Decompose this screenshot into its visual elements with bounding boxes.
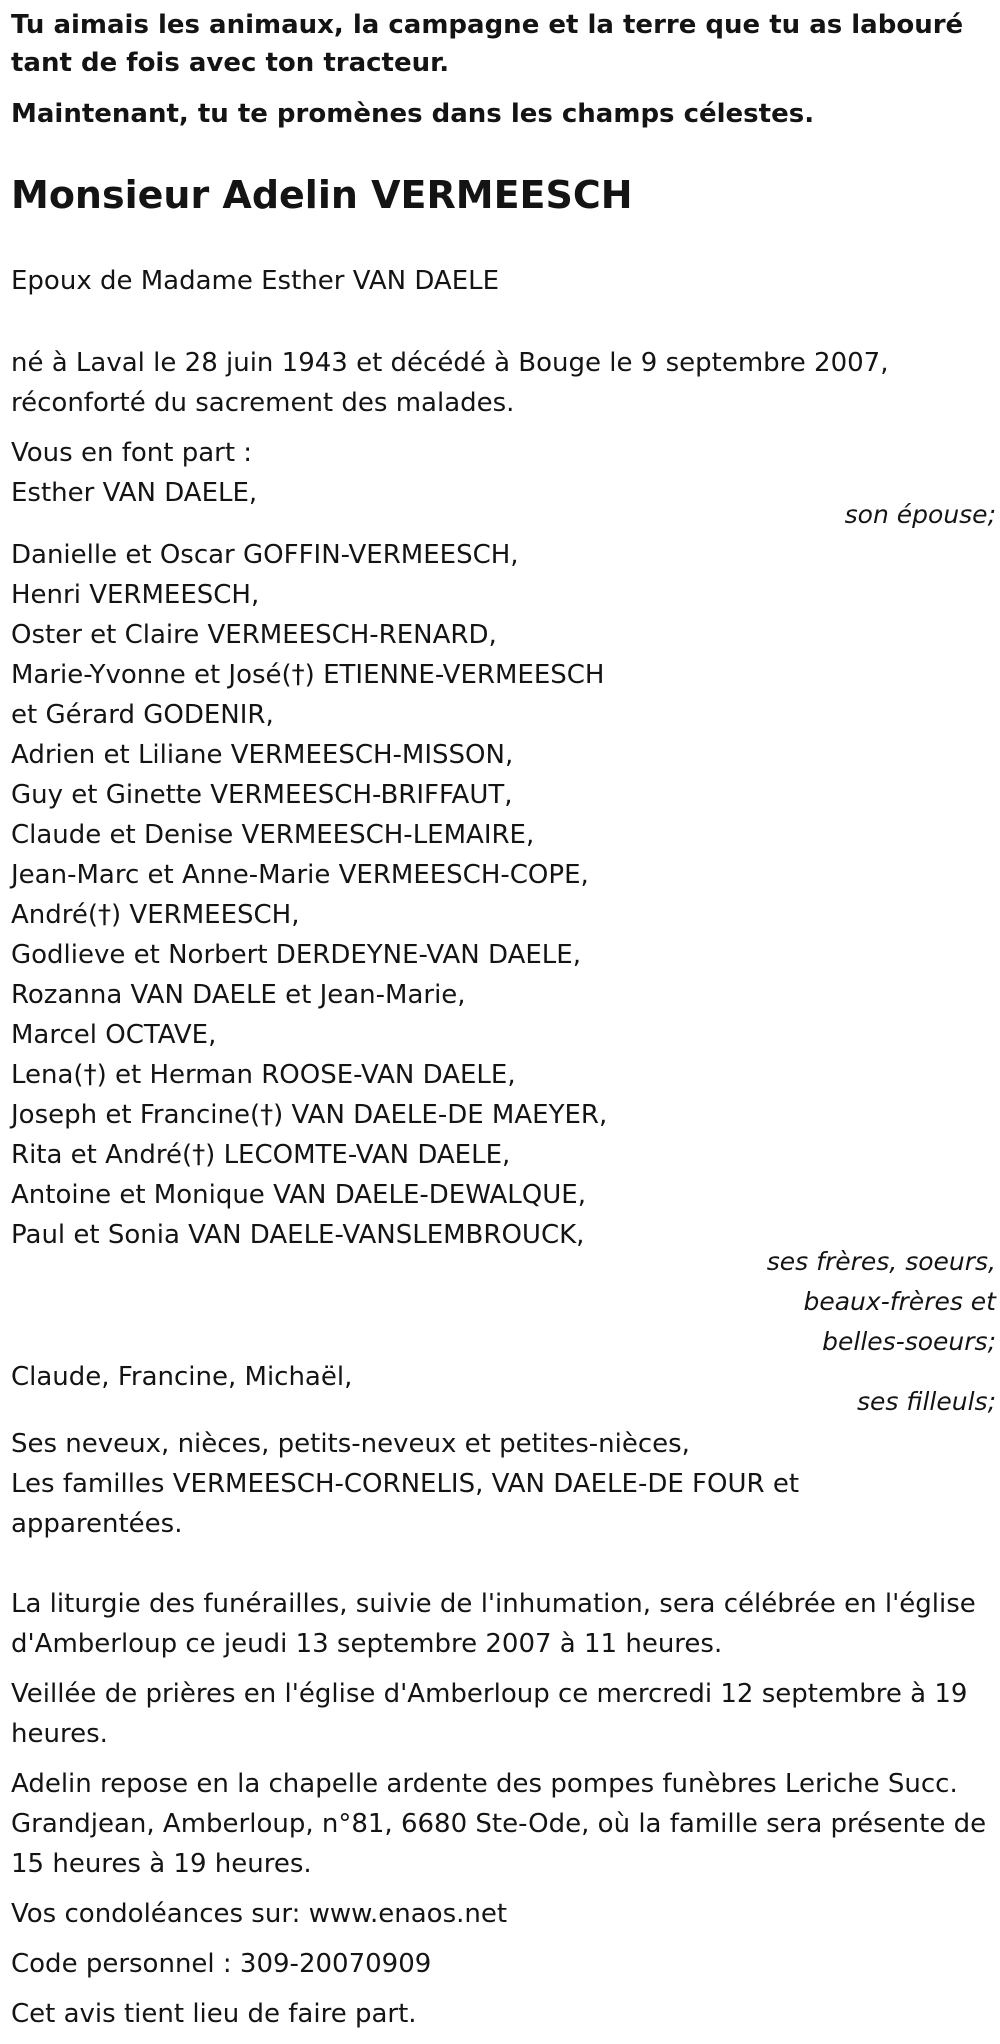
siblings-role-line: belles-soeurs; [822,1327,996,1356]
list-item: et Gérard GODENIR, [11,700,274,730]
nephews-line: Ses neveux, nièces, petits-neveux et petites-nièces, [11,1429,690,1459]
list-item: Rozanna VAN DAELE et Jean-Marie, [11,980,466,1010]
liturgy-line-2: d'Amberloup ce jeudi 13 septembre 2007 à 11 heures. [11,1629,723,1659]
siblings-role-line: ses frères, soeurs, [766,1247,996,1276]
siblings-list [11,535,607,1255]
siblings-role [767,1242,996,1362]
condolences-line: Vos condoléances sur: www.enaos.net [11,1899,508,1929]
list-item: Danielle et Oscar GOFFIN-VERMEESCH, [11,540,519,570]
list-item: Adrien et Liliane VERMEESCH-MISSON, [11,740,514,770]
families-line-2: apparentées. [11,1509,183,1539]
birth-death-line-2: réconforté du sacrement des malades. [11,388,515,418]
deceased-name: Monsieur Adelin VERMEESCH [11,173,633,217]
list-item: Guy et Ginette VERMEESCH-BRIFFAUT, [11,780,513,810]
verse-line-2: Maintenant, tu te promènes dans les champs célestes. [11,99,815,129]
chapel-line-2: Grandjean, Amberloup, n°81, 6680 Ste-Ode, où la famille sera présente de [11,1809,987,1839]
siblings-role-line: beaux-frères et [803,1287,996,1316]
liturgy-line-1: La liturgie des funérailles, suivie de l'inhumation, sera célébrée en l'église [11,1589,976,1619]
list-item: Joseph et Francine(†) VAN DAELE-DE MAEYER, [11,1100,608,1130]
families-line-1: Les familles VERMEESCH-CORNELIS, VAN DAELE-DE FOUR et [11,1469,800,1499]
list-item: Rita et André(†) LECOMTE-VAN DAELE, [11,1140,511,1170]
chapel-line-3: 15 heures à 19 heures. [11,1849,312,1879]
chapel-line-1: Adelin repose en la chapelle ardente des pompes funèbres Leriche Succ. [11,1769,958,1799]
verse-line-1: Tu aimais les animaux, la campagne et la terre que tu as labouré tant de fois avec ton tracteur. [11,10,964,78]
spouse-role: son épouse; [844,500,996,529]
list-item: André(†) VERMEESCH, [11,900,300,930]
list-item: Claude et Denise VERMEESCH-LEMAIRE, [11,820,535,850]
list-item: Marie-Yvonne et José(†) ETIENNE-VERMEESCH [11,660,605,690]
list-item: Henri VERMEESCH, [11,580,260,610]
list-item: Paul et Sonia VAN DAELE-VANSLEMBROUCK, [11,1220,585,1250]
notice-line: Cet avis tient lieu de faire part. [11,1999,417,2029]
list-item: Lena(†) et Herman ROOSE-VAN DAELE, [11,1060,516,1090]
list-item: Jean-Marc et Anne-Marie VERMEESCH-COPE, [11,860,589,890]
birth-death-line-1: né à Laval le 28 juin 1943 et décédé à Bouge le 9 septembre 2007, [11,348,889,378]
spouse-line: Epoux de Madame Esther VAN DAELE [11,266,500,296]
godchildren-line: Claude, Francine, Michaël, [11,1362,353,1392]
vigil-line-1: Veillée de prières en l'église d'Amberloup ce mercredi 12 septembre à 19 [11,1679,968,1709]
list-item: Antoine et Monique VAN DAELE-DEWALQUE, [11,1180,586,1210]
godchildren-role: ses filleuls; [856,1387,996,1416]
list-item: Oster et Claire VERMEESCH-RENARD, [11,620,497,650]
list-item: Marcel OCTAVE, [11,1020,217,1050]
vigil-line-2: heures. [11,1719,108,1749]
list-item: Godlieve et Norbert DERDEYNE-VAN DAELE, [11,940,581,970]
personal-code-line: Code personnel : 309-20070909 [11,1949,432,1979]
announcer-spouse: Esther VAN DAELE, [11,478,258,508]
announcers-intro: Vous en font part : [11,438,253,468]
